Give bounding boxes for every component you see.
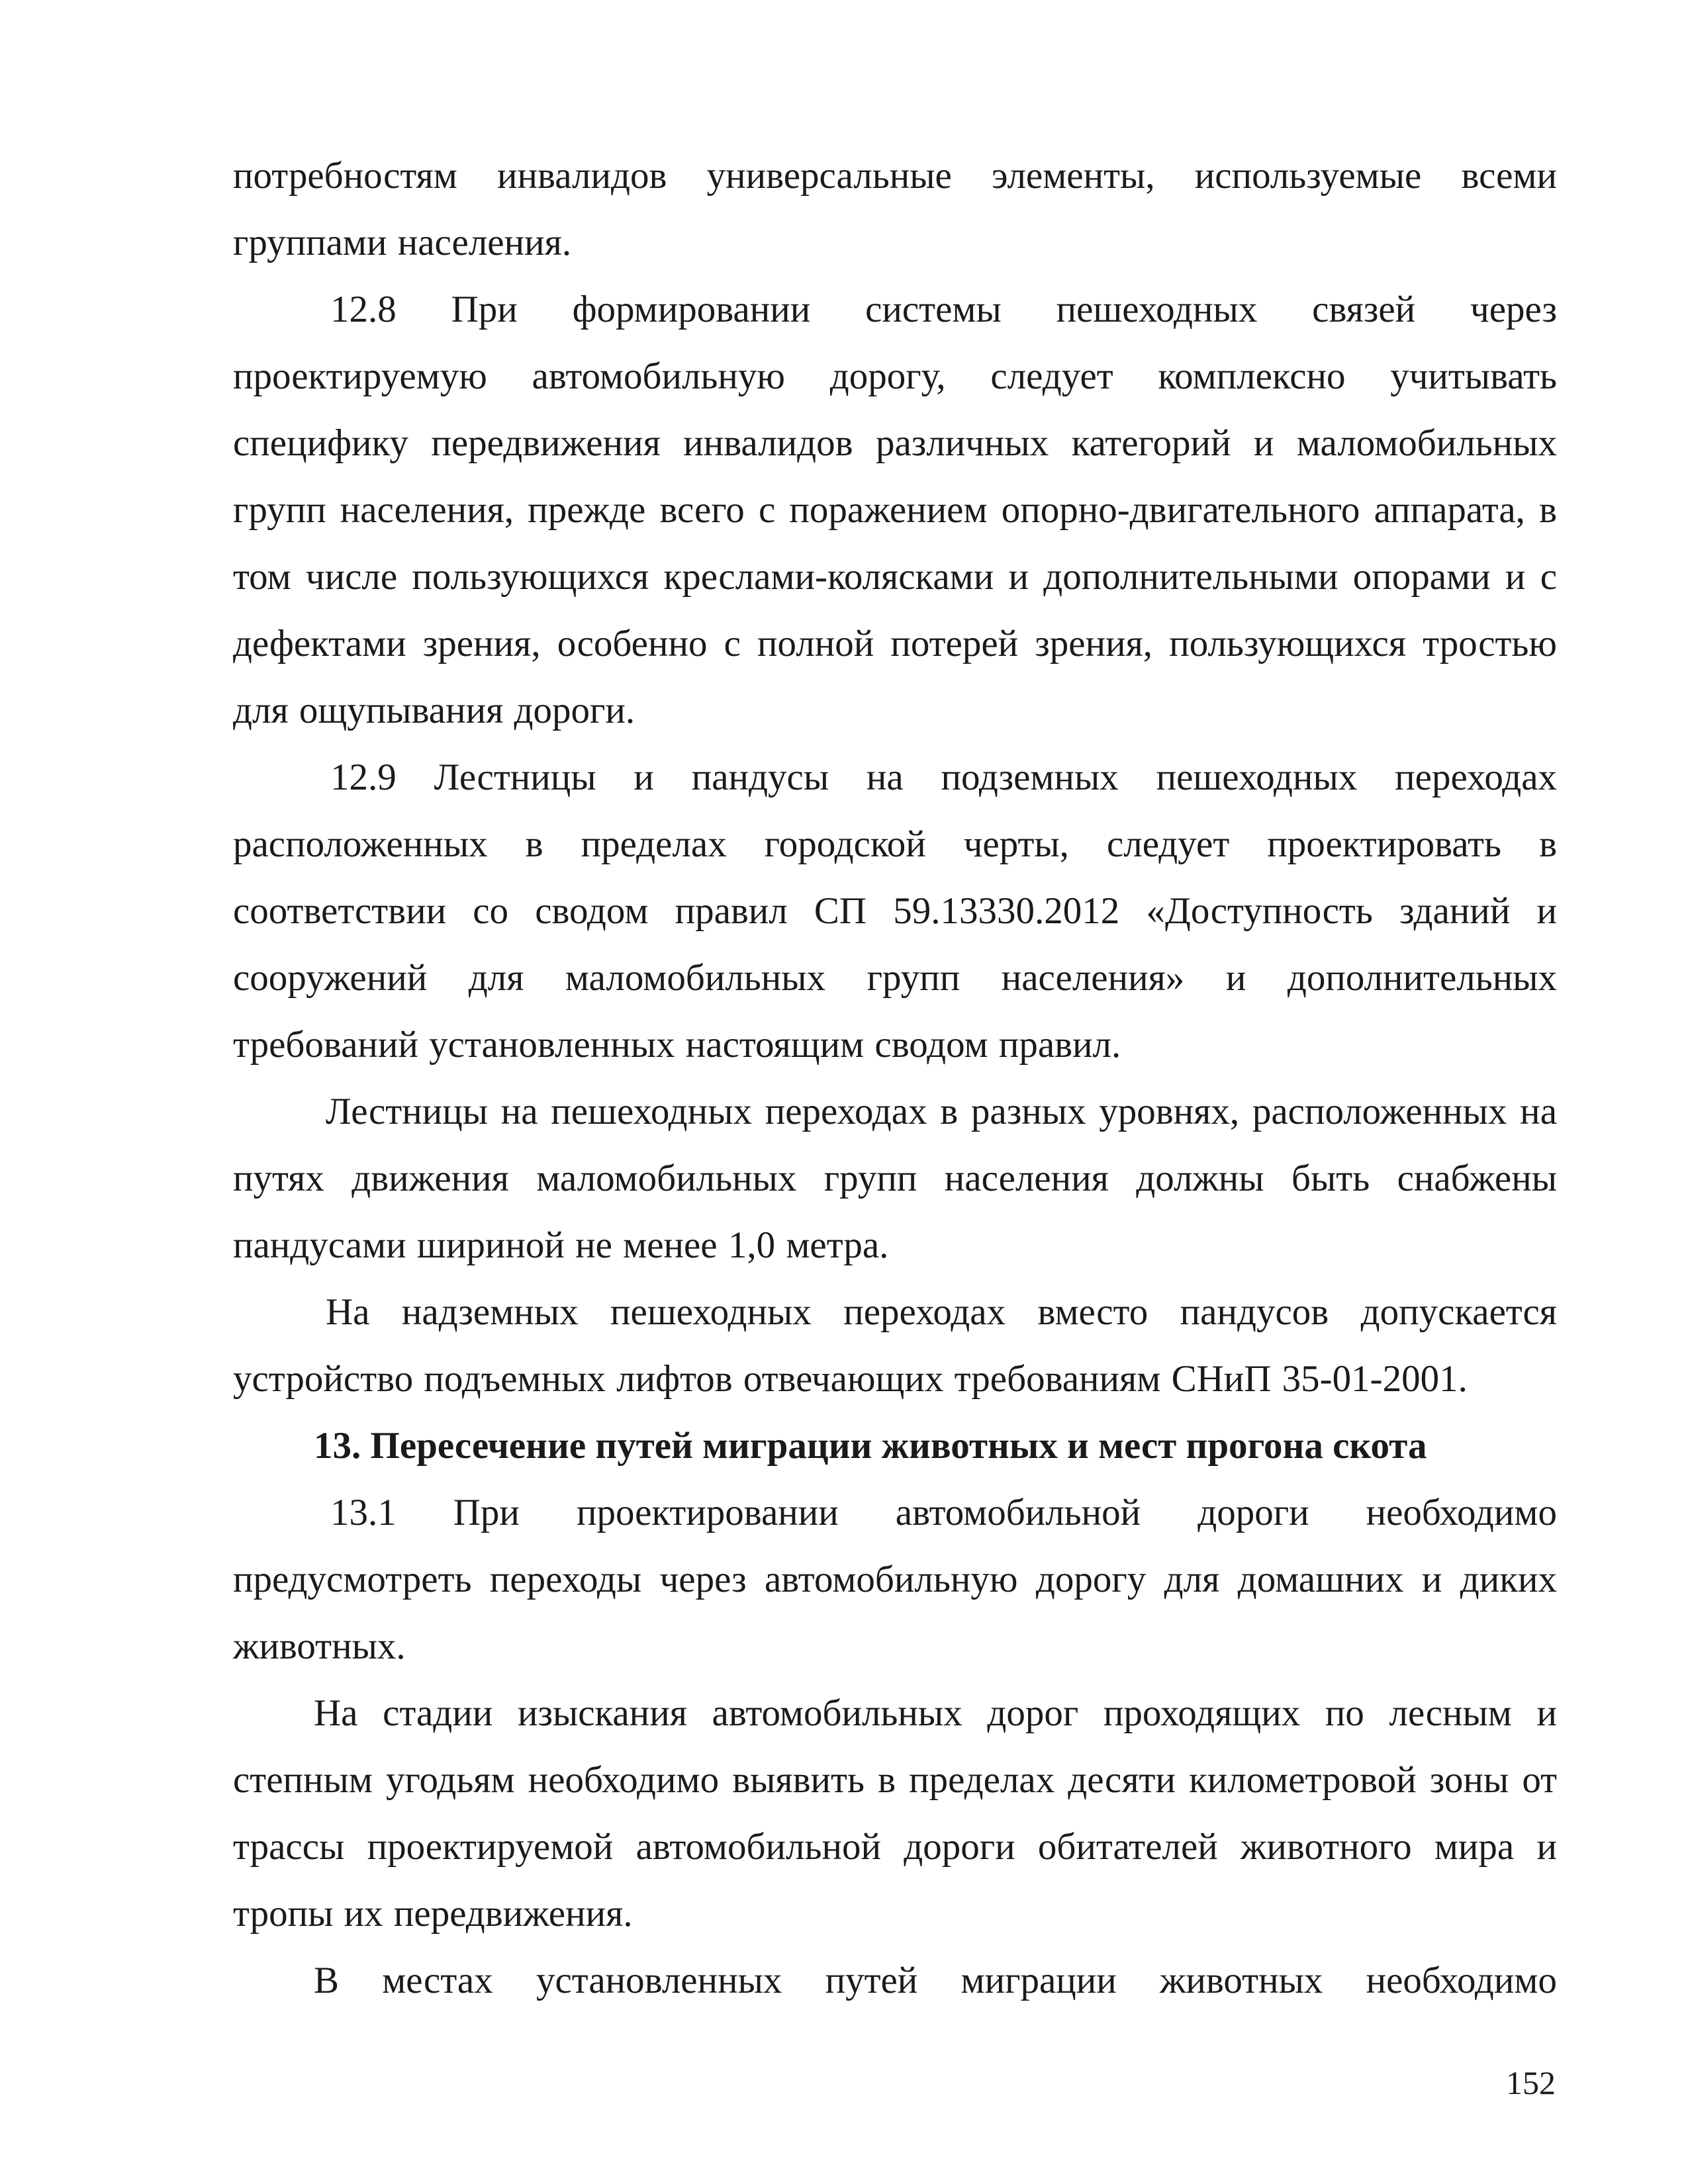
paragraph-13-1: 13.1 При проектировании автомобильной дороги необходимо предусмотреть переходы через автомобильную дорогу для домашних и диких животных. bbox=[233, 1492, 1557, 1667]
paragraph-12-9: 12.9 Лестницы и пандусы на подземных пешеходных переходах расположенных в пределах городской черты, следует проектировать в соответствии со сводом правил СП 59.13330.2012 «Доступность зданий и сооружений для маломобильных групп населения» и дополнительных требований установленных настоящим сводом правил. bbox=[233, 756, 1557, 1066]
paragraph-12-8: 12.8 При формировании системы пешеходных связей через проектируемую автомобильную дорогу, следует комплексно учитывать специфику передвижения инвалидов различных категорий и маломобильных групп населения, прежде всего с поражением опорно-двигательного аппарата, в том числе пользующихся креслами-колясками и дополнительными опорами и с дефектами зрения, особенно с полной потерей зрения, пользующихся тростью для ощупывания дороги. bbox=[233, 289, 1557, 731]
paragraph-migration: В местах установленных путей миграции животных необходимо bbox=[314, 1960, 1557, 2001]
page-number: 152 bbox=[1506, 2064, 1556, 2101]
paragraph-overpass: На надземных пешеходных переходах вместо пандусов допускается устройство подъемных лифтов отвечающих требованиям СНиП 35-01-2001. bbox=[233, 1291, 1557, 1400]
paragraph-stairs: Лестницы на пешеходных переходах в разных уровнях, расположенных на путях движения маломобильных групп населения должны быть снабжены пандусами шириной не менее 1,0 метра. bbox=[233, 1091, 1557, 1266]
document-page bbox=[233, 142, 1557, 2014]
section-heading-13: 13. Пересечение путей миграции животных и мест прогона скота bbox=[314, 1425, 1427, 1467]
paragraph-continuation: потребностям инвалидов универсальные элементы, используемые всеми группами населения. bbox=[233, 155, 1557, 263]
paragraph-survey: На стадии изыскания автомобильных дорог проходящих по лесным и степным угодьям необходимо выявить в пределах десяти километровой зоны от трассы проектируемой автомобильной дороги обитателей животного мира и тропы их передвижения. bbox=[233, 1692, 1557, 1934]
